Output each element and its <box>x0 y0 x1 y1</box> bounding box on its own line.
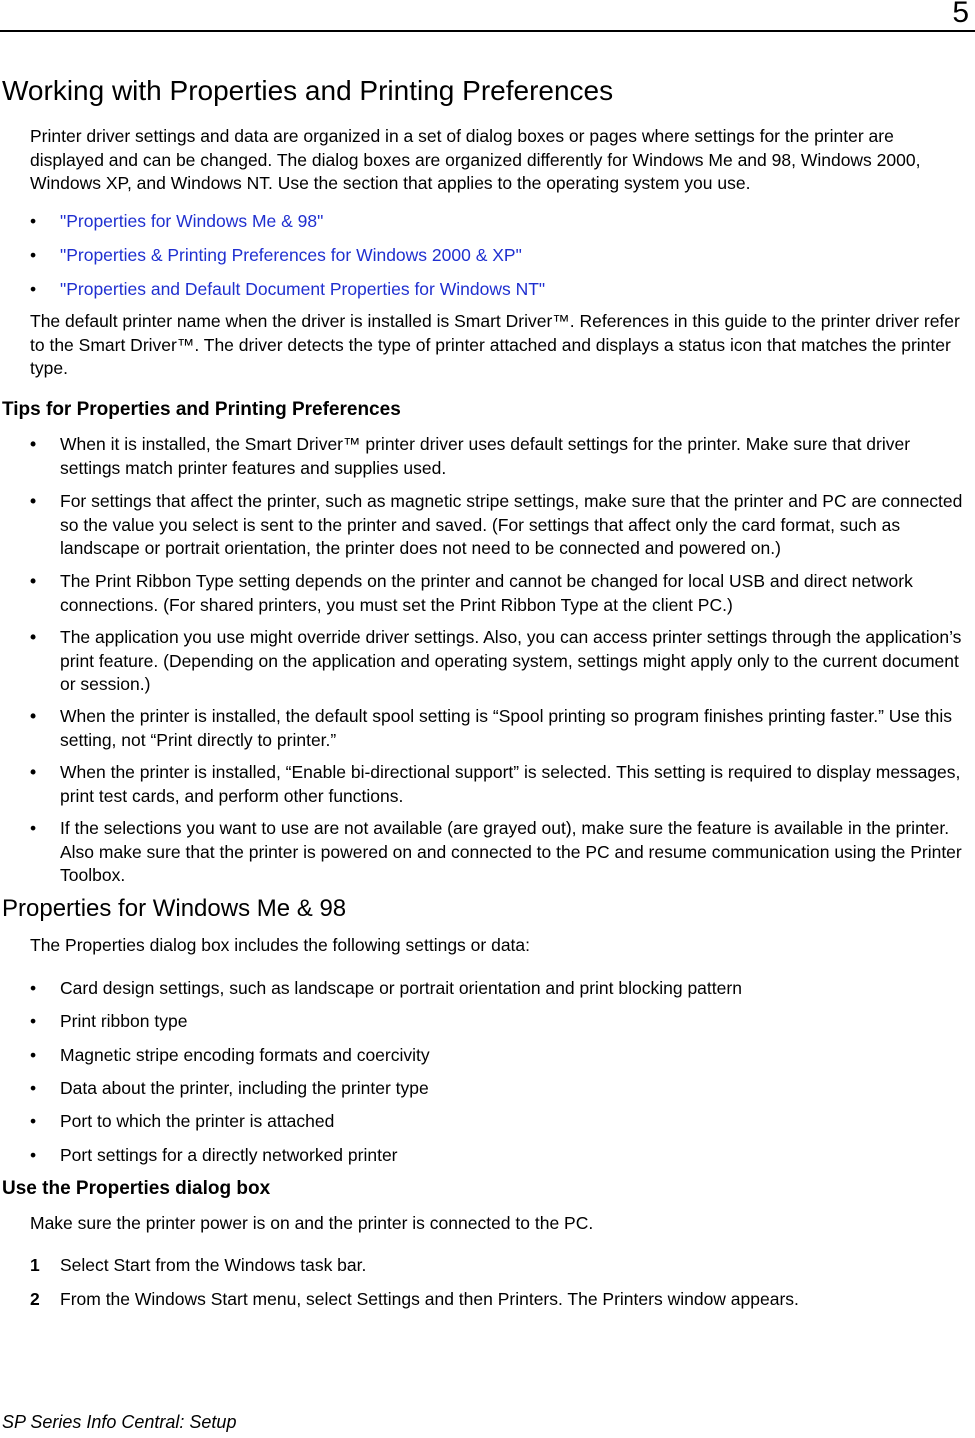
bullet-icon: • <box>30 762 37 782</box>
tip-text: The Print Ribbon Type setting depends on the printer and cannot be changed for local USB and direct network connections. (For shared printers, you must set the Print Ribbon Type at the client PC.) <box>60 571 913 615</box>
tip-text: When the printer is installed, the default spool setting is “Spool printing so program finishes printing faster.” Use this setting, not “Print directly to printer.” <box>60 706 952 750</box>
section-heading-me-98: Properties for Windows Me & 98 <box>2 895 347 922</box>
setting-text: Print ribbon type <box>60 1011 188 1031</box>
bullet-icon: • <box>30 1011 37 1031</box>
page-title: Working with Properties and Printing Preferences <box>2 75 614 106</box>
setting-text: Data about the printer, including the printer type <box>60 1078 429 1098</box>
use-dialog-heading: Use the Properties dialog box <box>2 1178 271 1199</box>
step-number: 2 <box>30 1289 40 1309</box>
use-dialog-intro: Make sure the printer power is on and the printer is connected to the PC. <box>30 1213 594 1233</box>
section-intro: The Properties dialog box includes the following settings or data: <box>30 935 531 955</box>
bullet-icon: • <box>30 245 37 265</box>
footer-text: SP Series Info Central: Setup <box>2 1412 237 1432</box>
page-number: 5 <box>952 0 969 29</box>
bullet-icon: • <box>30 627 37 647</box>
bullet-icon: • <box>30 978 37 998</box>
bullet-icon: • <box>30 211 37 231</box>
bullet-icon: • <box>30 1078 37 1098</box>
setting-text: Port to which the printer is attached <box>60 1111 335 1131</box>
intro-paragraph: Printer driver settings and data are organized in a set of dialog boxes or pages where settings for the printer are displayed and can be changed. The dialog boxes are organized differently for Windows Me and 98, Windows 2000, Windows XP, and Windows NT. Use the section that applies to the operating system you use. <box>30 126 921 193</box>
setting-text: Card design settings, such as landscape or portrait orientation and print blocking pattern <box>60 978 742 998</box>
setting-text: Magnetic stripe encoding formats and coercivity <box>60 1045 430 1065</box>
link-properties-2000-xp[interactable]: "Properties & Printing Preferences for Windows 2000 & XP" <box>60 245 522 265</box>
tip-text: The application you use might override driver settings. Also, you can access printer settings through the application’s print feature. (Depending on the application and operating system, settings might apply only to the current document or session.) <box>60 627 962 694</box>
step-text: From the Windows Start menu, select Settings and then Printers. The Printers window appears. <box>60 1289 799 1309</box>
bullet-icon: • <box>30 434 37 454</box>
link-properties-nt[interactable]: "Properties and Default Document Properties for Windows NT" <box>60 279 546 299</box>
link-properties-me-98[interactable]: "Properties for Windows Me & 98" <box>60 211 324 231</box>
bullet-icon: • <box>30 279 37 299</box>
header-rule <box>0 30 975 32</box>
bullet-icon: • <box>30 1045 37 1065</box>
bullet-icon: • <box>30 1145 37 1165</box>
bullet-icon: • <box>30 1111 37 1131</box>
bullet-icon: • <box>30 818 37 838</box>
step-number: 1 <box>30 1255 40 1275</box>
step-text: Select Start from the Windows task bar. <box>60 1255 367 1275</box>
bullet-icon: • <box>30 706 37 726</box>
default-name-paragraph: The default printer name when the driver is installed is Smart Driver™. References in this guide to the printer driver refer to the Smart Driver™. The driver detects the type of printer attached and displays a status icon that matches the printer type. <box>30 311 960 378</box>
tip-text: When it is installed, the Smart Driver™ printer driver uses default settings for the printer. Make sure that driver settings match printer features and supplies used. <box>60 434 911 478</box>
tip-text: When the printer is installed, “Enable bi-directional support” is selected. This setting is required to display messages, print test cards, and perform other functions. <box>60 762 961 806</box>
bullet-icon: • <box>30 571 37 591</box>
tip-text: If the selections you want to use are not available (are grayed out), make sure the feature is available in the printer. Also make sure that the printer is powered on and connected to the PC and resume communication using the Printer Toolbox. <box>60 818 962 885</box>
setting-text: Port settings for a directly networked printer <box>60 1145 398 1165</box>
tips-heading: Tips for Properties and Printing Preferences <box>2 399 401 420</box>
tip-text: For settings that affect the printer, such as magnetic stripe settings, make sure that the printer and PC are connected so the value you select is sent to the printer and saved. (For settings that affect only the card format, such as landscape or portrait orientation, the printer does not need to be connected and powered on.) <box>60 491 963 558</box>
bullet-icon: • <box>30 491 37 511</box>
